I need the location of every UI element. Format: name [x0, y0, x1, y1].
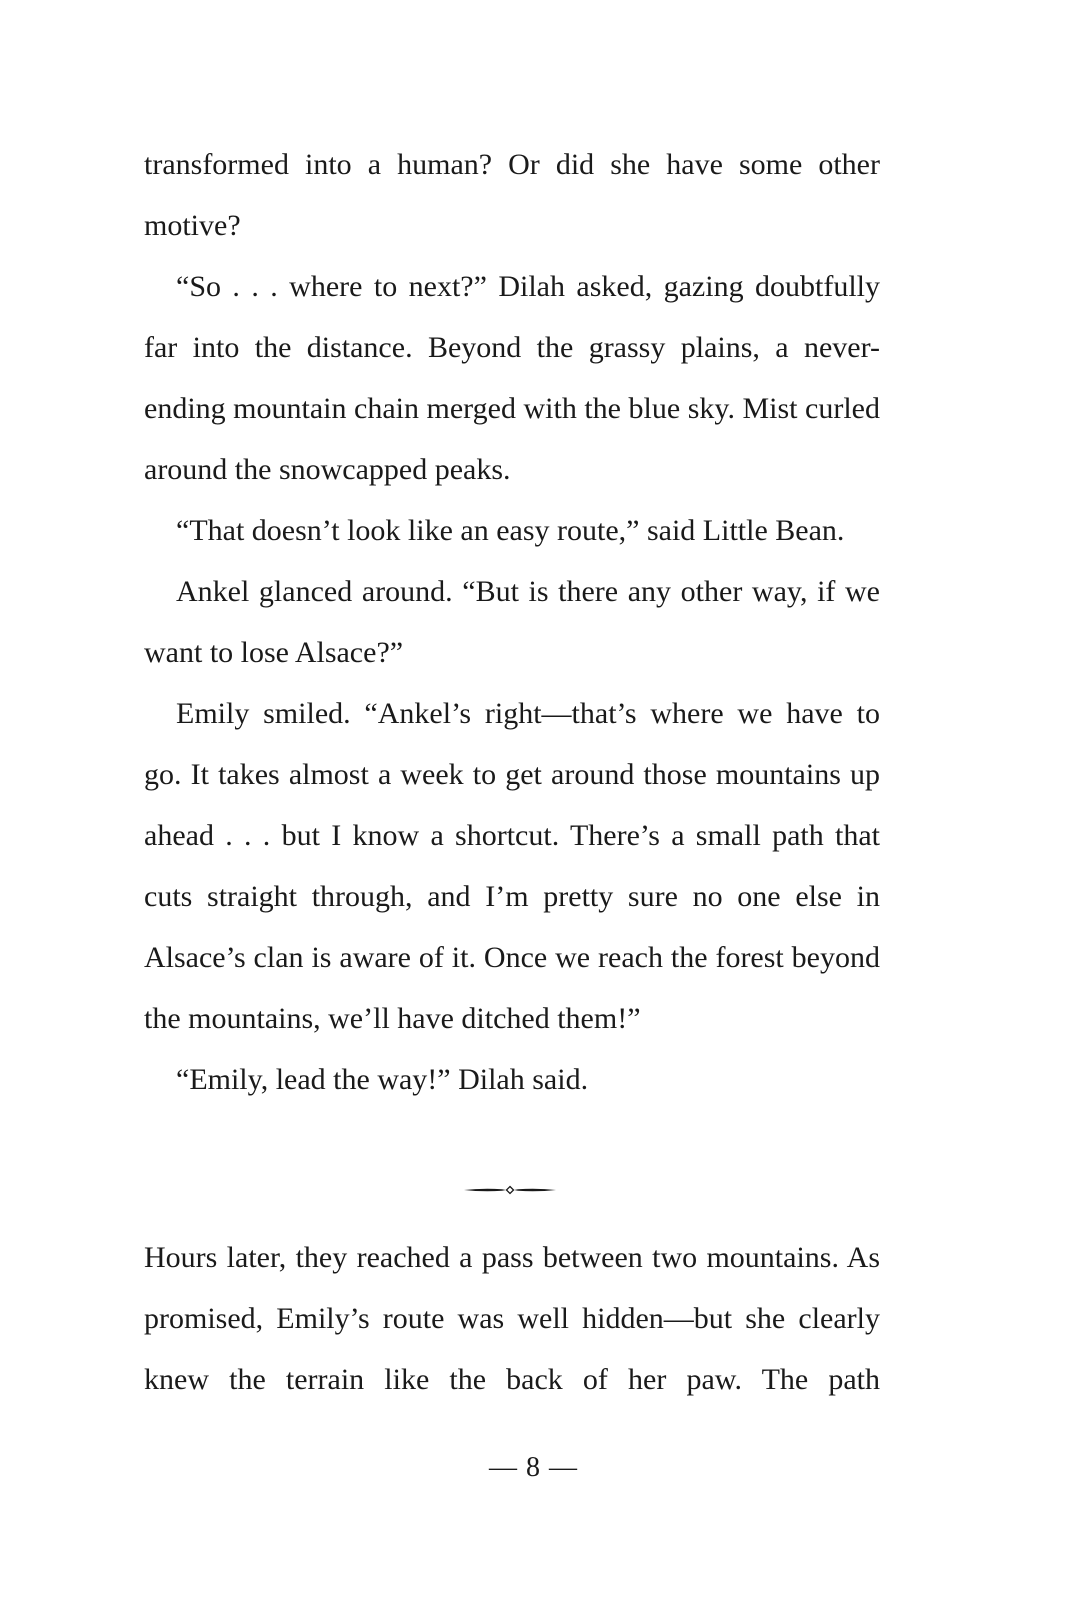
text-block-after-break [144, 1227, 880, 1410]
paragraph-3: “That doesn’t look like an easy route,” said Little Bean. [176, 514, 845, 547]
paragraph-1: transformed into a human? Or did she have some other motive? [144, 148, 880, 242]
paragraph-2: “So . . . where to next?” Dilah asked, gazing doubtfully far into the distance. Beyond the grassy plains, a never-ending mountain chain merged with the blue sky. Mist curled around the snowcapped peaks. [144, 270, 880, 486]
paragraph-4: Ankel glanced around. “But is there any other way, if we want to lose Alsace?” [144, 575, 880, 669]
page-number: — 8 — [489, 1452, 578, 1483]
paragraph-5: Emily smiled. “Ankel’s right—that’s where we have to go. It takes almost a week to get around those mountains up ahead . . . but I know a shortcut. There’s a small path that cuts straight through, and I’m pretty sure no one else in Alsace’s clan is aware of it. Once we reach the forest beyond the mountains, we’ll have ditched them!” [144, 697, 880, 1035]
paragraph-7: Hours later, they reached a pass between two mountains. As promised, Emily’s route was well hidden—but she clearly knew the terrain like the back of her paw. The path [144, 1241, 880, 1396]
scene-break-ornament-icon [462, 1183, 558, 1197]
text-block-before-break [144, 134, 880, 1110]
paragraph-6: “Emily, lead the way!” Dilah said. [176, 1063, 589, 1096]
